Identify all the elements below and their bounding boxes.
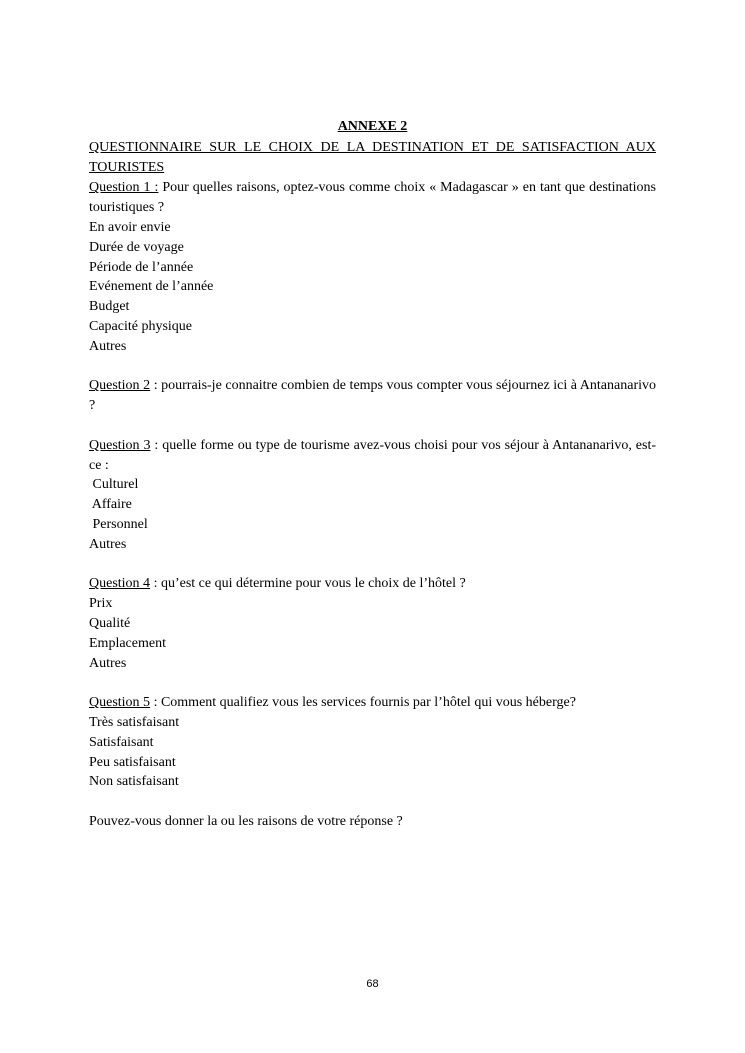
question-1	[89, 178, 656, 218]
option-item: Très satisfaisant	[89, 714, 180, 730]
page-number: 68	[366, 978, 379, 990]
spacer	[89, 673, 656, 693]
question-label: Question 5	[89, 695, 151, 711]
option-item: Culturel	[89, 477, 139, 493]
spacer	[89, 357, 656, 377]
option-item: Non satisfaisant	[89, 774, 179, 790]
option-item: Evénement de l’année	[89, 279, 214, 295]
question-4	[89, 574, 656, 594]
option-item: Budget	[89, 299, 130, 315]
question-label: Question 4	[89, 576, 151, 592]
question-text: Pour quelles raisons, optez-vous comme choix « Madagascar » en tant que destinations touristiques ?	[89, 180, 656, 216]
option-item: Autres	[89, 655, 127, 671]
closing-question: Pouvez-vous donner la ou les raisons de votre réponse ?	[89, 813, 403, 829]
option-item: Qualité	[89, 615, 131, 631]
option-item: En avoir envie	[89, 219, 171, 235]
option-item: Durée de voyage	[89, 239, 184, 255]
spacer	[89, 416, 656, 436]
annex-title: ANNEXE 2	[337, 119, 408, 134]
document-page	[89, 117, 656, 832]
question-5	[89, 693, 656, 713]
option-item: Satisfaisant	[89, 734, 154, 750]
option-item: Peu satisfaisant	[89, 754, 176, 770]
option-item: Emplacement	[89, 635, 166, 651]
option-item: Autres	[89, 338, 127, 354]
question-2	[89, 376, 656, 416]
option-item: Période de l’année	[89, 259, 194, 275]
option-item: Autres	[89, 536, 127, 552]
option-item: Affaire	[89, 497, 132, 513]
question-text: : pourrais-je connaitre combien de temps vous compter vous séjournez ici à Antananarivo ?	[89, 378, 656, 414]
question-text: : qu’est ce qui détermine pour vous le choix de l’hôtel ?	[150, 576, 466, 592]
question-text: : quelle forme ou type de tourisme avez-vous choisi pour vos séjour à Antananarivo, est-ce :	[89, 437, 656, 473]
option-item: Prix	[89, 596, 113, 612]
spacer	[89, 792, 656, 812]
question-3	[89, 436, 656, 476]
option-item: Personnel	[89, 516, 148, 532]
option-item: Capacité physique	[89, 318, 193, 334]
questionnaire-title: QUESTIONNAIRE SUR LE CHOIX DE LA DESTINATION ET DE SATISFACTION AUX TOURISTES	[89, 139, 656, 175]
question-label: Question 3	[89, 437, 151, 453]
question-label: Question 2	[89, 378, 151, 394]
question-text: : Comment qualifiez vous les services fournis par l’hôtel qui vous héberge?	[150, 695, 576, 711]
question-label: Question 1 :	[89, 180, 159, 196]
spacer	[89, 555, 656, 575]
